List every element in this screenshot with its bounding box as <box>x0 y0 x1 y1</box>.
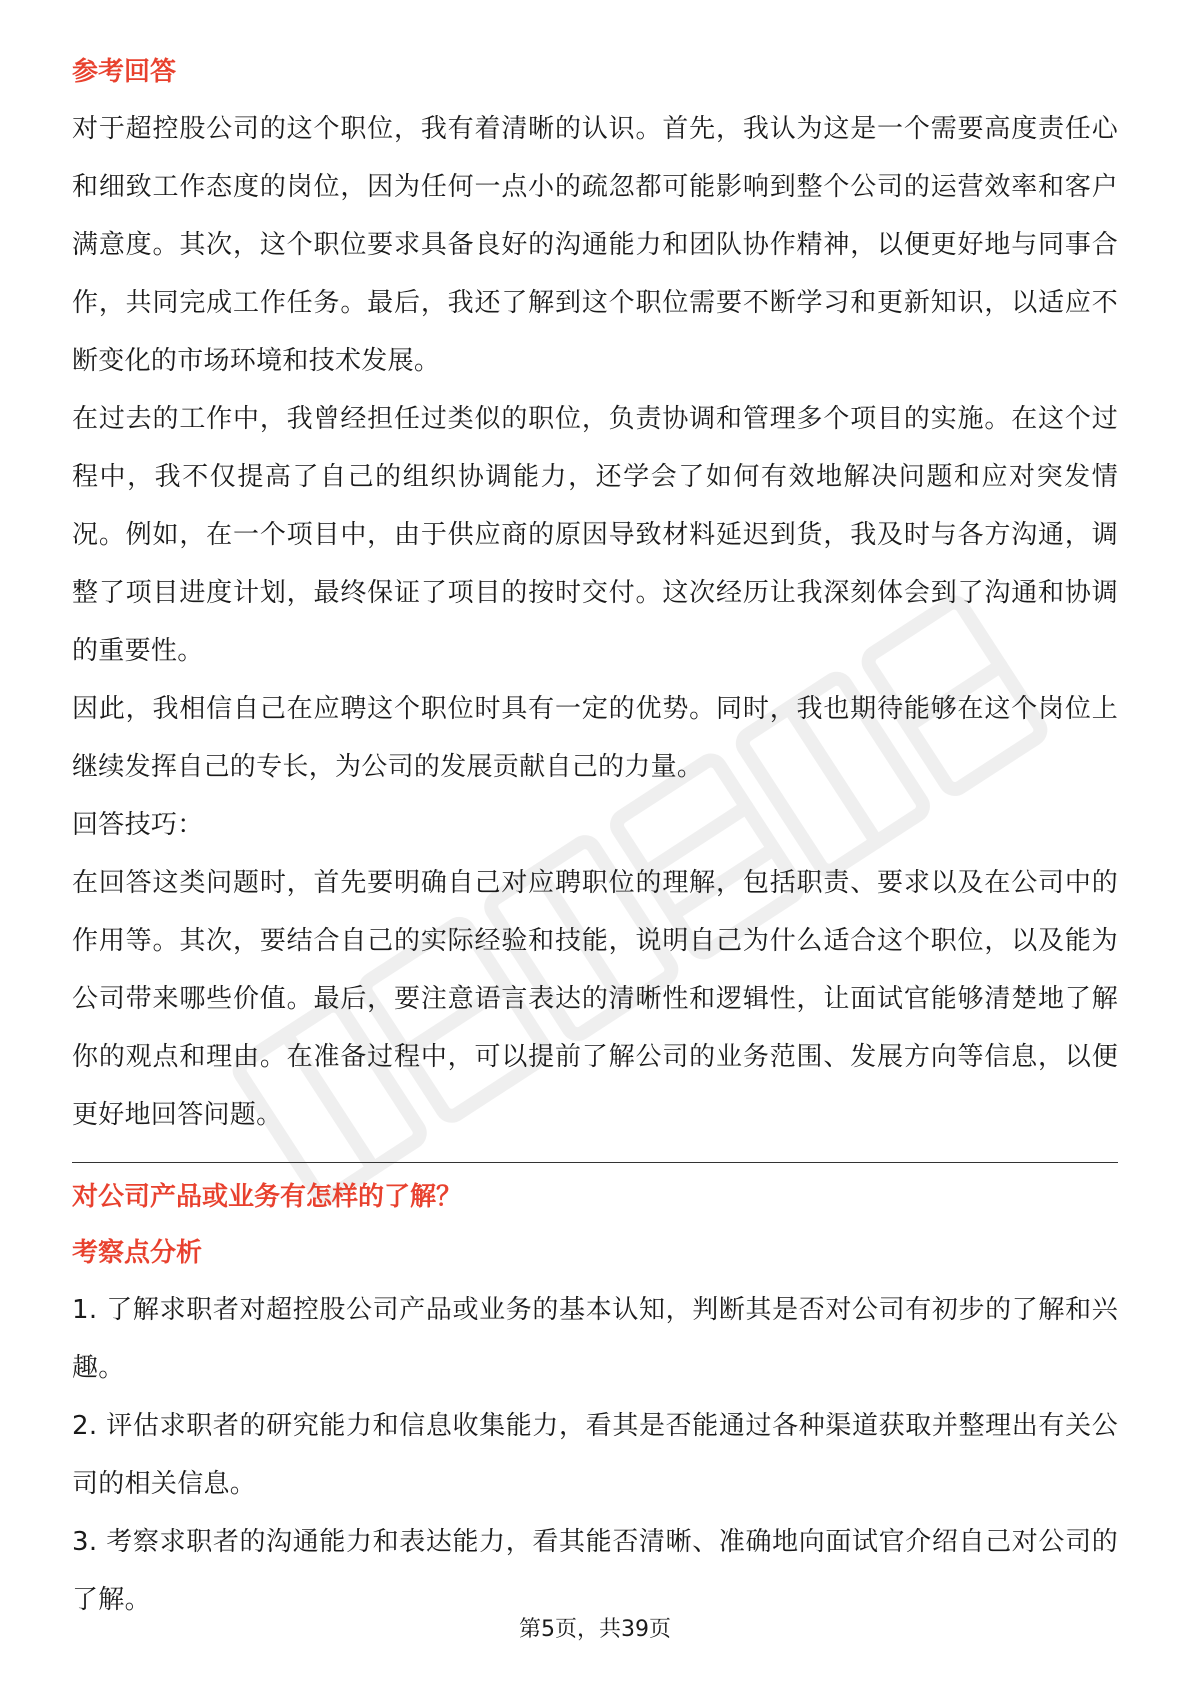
answer-paragraph: 因此，我相信自己在应聘这个职位时具有一定的优势。同时，我也期待能够在这个岗位上继续发挥自己的专长，为公司的发展贡献自己的力量。 <box>72 694 1118 782</box>
answer-paragraph: 对于超控股公司的这个职位，我有着清晰的认识。首先，我认为这是一个需要高度责任心和细致工作态度的岗位，因为任何一点小的疏忽都可能影响到整个公司的运营效率和客户满意度。其次，这个职位要求具备良好的沟通能力和团队协作精神，以便更好地与同事合作，共同完成工作任务。最后，我还了解到这个职位需要不断学习和更新知识，以适应不断变化的市场环境和技术发展。 <box>72 114 1118 376</box>
analysis-item: 3. 考察求职者的沟通能力和表达能力，看其能否清晰、准确地向面试官介绍自己对公司的了解。 <box>72 1527 1118 1615</box>
question-heading: 对公司产品或业务有怎样的了解？ <box>72 1182 463 1212</box>
tips-paragraph: 在回答这类问题时，首先要明确自己对应聘职位的理解，包括职责、要求以及在公司中的作用等。其次，要结合自己的实际经验和技能，说明自己为什么适合这个职位，以及能为公司带来哪些价值。最后，要注意语言表达的清晰性和逻辑性，让面试官能够清楚地了解你的观点和理由。在准备过程中，可以提前了解公司的业务范围、发展方向等信息，以便更好地回答问题。 <box>72 868 1118 1130</box>
analysis-heading: 考察点分析 <box>72 1238 203 1268</box>
section-divider <box>72 1162 1118 1163</box>
page-number: 第5页，共39页 <box>519 1617 671 1642</box>
answer-paragraph: 在过去的工作中，我曾经担任过类似的职位，负责协调和管理多个项目的实施。在这个过程中，我不仅提高了自己的组织协调能力，还学会了如何有效地解决问题和应对突发情况。例如，在一个项目中，由于供应商的原因导致材料延迟到货，我及时与各方沟通，调整了项目进度计划，最终保证了项目的按时交付。这次经历让我深刻体会到了沟通和协调的重要性。 <box>72 404 1118 666</box>
analysis-item: 1. 了解求职者对超控股公司产品或业务的基本认知，判断其是否对公司有初步的了解和兴趣。 <box>72 1295 1118 1383</box>
document-body <box>72 44 1118 1629</box>
analysis-item: 2. 评估求职者的研究能力和信息收集能力，看其是否能通过各种渠道获取并整理出有关公司的相关信息。 <box>72 1411 1118 1499</box>
answer-heading: 参考回答 <box>72 57 177 87</box>
tips-label: 回答技巧： <box>72 810 204 840</box>
